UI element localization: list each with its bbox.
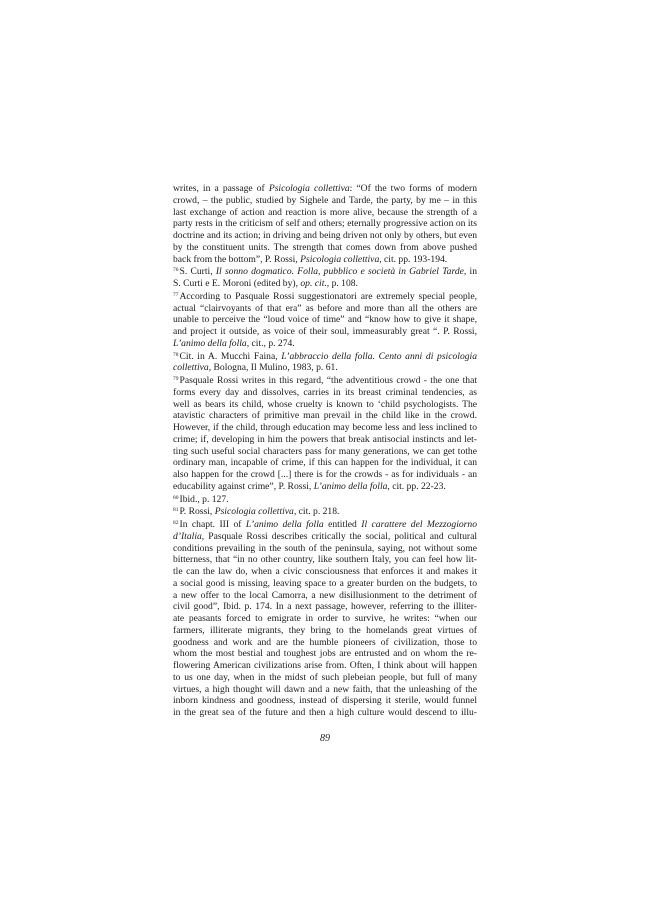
text-run: goodness and work and are the humble pioneers of civilization, those to	[173, 636, 477, 648]
italic-title: Il sonno dogmatico. Folla, pubblico e società in Gabriel Tarde	[215, 266, 464, 278]
text-line	[173, 278, 477, 290]
text-run: , cit. pp. 193-194.	[379, 253, 448, 265]
footnote-number: 76	[173, 267, 179, 274]
text-run: , in	[463, 266, 477, 278]
text-line	[173, 493, 477, 506]
text-run: also happen for the crowd [...] there is for the crowds - as for individuals - an	[173, 469, 477, 480]
text-line	[173, 410, 477, 422]
text-run: According to Pasquale Rossi suggestionatori are extremely special people,	[179, 290, 477, 302]
text-run: bitterness, that “in no other country, like southern Italy, you can feel how lit-	[173, 554, 477, 566]
text-line	[173, 446, 477, 458]
text-line	[173, 695, 477, 707]
text-run: in the great sea of the future and then a high culture would descend to illu-	[173, 707, 477, 718]
text-line	[173, 578, 477, 590]
text-run: actual “clairvoyants of that era” as before and more than all the others are	[173, 302, 477, 314]
text-run: atavistic characters of primitive man prevail in the child like in the crowd.	[173, 410, 477, 422]
text-run: a social good is missing, leaving space to a greater burden on the budgets, to	[173, 577, 477, 589]
text-line	[173, 326, 477, 338]
text-run: well as bears its child, whose cruelty is known to ‘child psychologists. The	[173, 398, 477, 410]
italic-title: L’abbraccio della folla. Cento anni di psicologia	[281, 350, 477, 362]
text-run: virtues, a high thought will dawn and a new faith, that the unleashing of the	[173, 683, 477, 695]
text-run: civil good”, Ibid. p. 174. In a next passage, however, referring to the illiter-	[173, 601, 477, 613]
footnote-number: 78	[173, 351, 179, 358]
text-run: and project it outside, as voice of their soul, immeasurably great “. P. Rossi,	[173, 326, 477, 337]
text-run: S. Curti e E. Moroni (edited by),	[173, 278, 301, 289]
text-line	[173, 625, 477, 637]
text-line	[173, 457, 477, 469]
footnote-text-block	[173, 183, 477, 719]
text-line	[173, 434, 477, 446]
text-run: : “Of the two forms of modern	[349, 183, 477, 194]
text-line	[173, 684, 477, 696]
text-line	[173, 290, 477, 303]
text-line	[173, 672, 477, 684]
text-line	[173, 660, 477, 672]
text-run: Ibid., p. 127.	[179, 493, 229, 505]
text-run: , cit. pp. 22-23.	[387, 480, 446, 492]
text-line	[173, 531, 477, 543]
italic-title: L’animo della folla	[313, 480, 388, 492]
text-run: a new offer to the local Camorra, a new disillusionment to the detriment of	[173, 589, 477, 601]
text-line	[173, 481, 477, 493]
text-run: flowering American civilizations arise from. Often, I think about will happen	[173, 660, 477, 671]
text-run: , p. 108.	[326, 278, 358, 289]
text-line	[173, 554, 477, 566]
italic-title: op. cit.	[300, 278, 327, 289]
italic-title: Psicologia collettiva	[268, 183, 350, 194]
text-line	[173, 505, 477, 518]
footnote-number: 80	[173, 494, 179, 501]
text-run: conditions prevailing in the south of the peninsula, saying, not without some	[173, 542, 477, 554]
page-number: 89	[320, 733, 330, 744]
text-run: However, if the child, through education may become less and less inclined to	[173, 422, 477, 433]
text-line	[173, 613, 477, 625]
text-run: entitled	[323, 519, 362, 530]
text-run: , Pasquale Rossi describes critically the social, political and cultural	[201, 530, 477, 542]
italic-title: Psicologia collettiva	[214, 506, 294, 518]
italic-title: L’animo della folla	[245, 519, 324, 530]
text-run: doctrine and its action; in driving and being driven not only by others, but even	[173, 230, 477, 241]
footnote-number: 81	[173, 507, 179, 514]
text-run: forms every day and dissolves, carries in its breast criminal tendencies, as	[173, 386, 477, 398]
text-line	[173, 590, 477, 602]
text-line	[173, 469, 477, 481]
italic-title: d’Italia	[173, 530, 202, 542]
text-line	[173, 207, 477, 219]
text-line	[173, 314, 477, 326]
text-run: Pasquale Rossi writes in this regard, “the adventitious crowd - the one that	[179, 375, 477, 386]
text-line	[173, 350, 477, 363]
text-run: crime; if, developing in him the powers that break antisocial instincts and let-	[173, 433, 477, 445]
text-line	[173, 303, 477, 315]
text-line	[173, 254, 477, 266]
text-line	[173, 518, 477, 531]
text-line	[173, 387, 477, 399]
footnote-number: 79	[173, 376, 179, 382]
text-run: inborn kindness and goodness, instead of dispersing it sterile, would funnel	[173, 695, 477, 707]
text-line	[173, 362, 477, 374]
text-run: last exchange of action and reaction is more alive, because the strength of a	[173, 206, 477, 218]
text-line	[173, 707, 477, 719]
text-line	[173, 374, 477, 387]
text-run: back from the bottom”, P. Rossi,	[173, 253, 301, 265]
text-run: , Bologna, Il Mulino, 1983, p. 61.	[208, 362, 338, 374]
text-run: crowd, – the public, studied by Sighele and Tarde, the party, by me – in this	[173, 194, 477, 206]
text-run: ordinary man, incapable of crime, if this can happen for the individual, it can	[173, 457, 477, 469]
text-run: tle can the law do, when a civic consciousness that enforces it and makes it	[173, 566, 477, 577]
text-run: unable to perceive the “loud voice of time” and “know how to give it shape,	[173, 314, 477, 326]
text-line	[173, 218, 477, 230]
text-run: , cit. p. 218.	[293, 506, 340, 518]
text-run: Cit. in A. Mucchi Faina,	[179, 350, 282, 362]
text-line	[173, 242, 477, 254]
text-run: whom the most bestial and toughest jobs are entrusted and on whom the re-	[173, 648, 477, 660]
text-line	[173, 422, 477, 434]
text-run: ting such useful social characters pass for many generations, we can get tothe	[173, 445, 477, 457]
text-line	[173, 183, 477, 195]
text-run: by the constituent units. The strength that comes down from above pushed	[173, 241, 477, 253]
text-line	[173, 648, 477, 660]
footnote-number: 82	[173, 520, 179, 526]
text-run: P. Rossi,	[179, 506, 215, 518]
text-run: ate peasants forced to emigrate in order to survive, he writes: “when our	[173, 613, 477, 624]
italic-title: L’animo della folla	[173, 337, 247, 349]
text-run: S. Curti,	[179, 266, 216, 278]
text-line	[173, 601, 477, 613]
text-line	[173, 230, 477, 242]
text-run: farmers, illiterate migrants, they bring to the homelands great virtues of	[173, 624, 477, 636]
text-run: In chapt. III of	[179, 519, 246, 530]
italic-title: Psicologia collettiva	[300, 253, 380, 265]
italic-title: Il carattere del Mezzogiorno	[361, 519, 477, 530]
footnote-number: 77	[173, 291, 179, 298]
text-line	[173, 265, 477, 278]
text-line	[173, 637, 477, 649]
text-run: party rests in the criticism of self and others; eternally progressive action on its	[173, 218, 477, 230]
text-line	[173, 566, 477, 578]
italic-title: collettiva	[173, 362, 209, 374]
text-run: educability against crime”, P. Rossi,	[173, 480, 314, 492]
text-line	[173, 399, 477, 411]
text-run: writes, in a passage of	[173, 183, 269, 194]
text-run: to us one day, when in the midst of such plebeian people, but full of many	[173, 671, 477, 683]
text-line	[173, 338, 477, 350]
text-line	[173, 543, 477, 555]
text-line	[173, 195, 477, 207]
text-run: , cit., p. 274.	[246, 337, 295, 349]
